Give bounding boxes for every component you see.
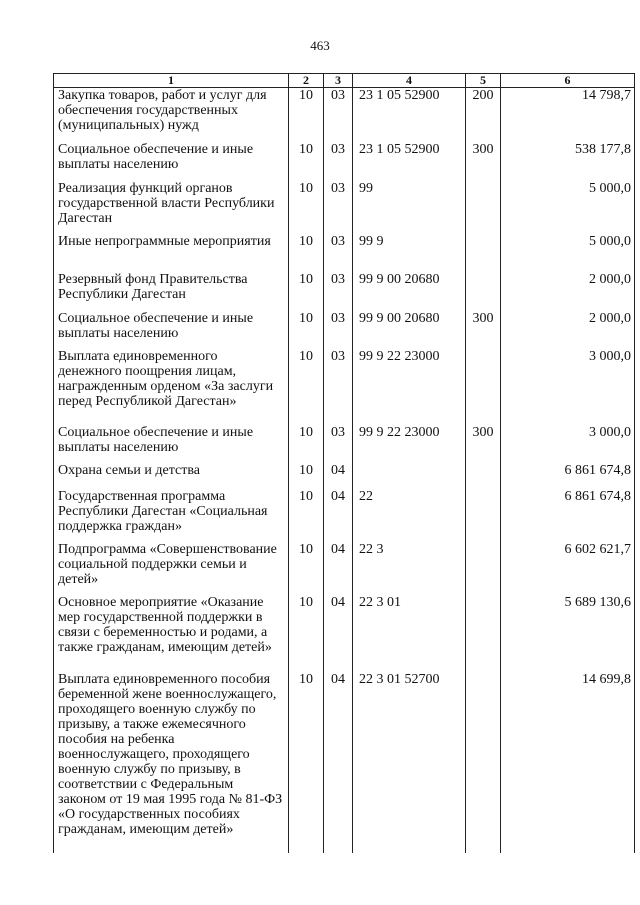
table-row (54, 88, 635, 143)
row-amount: 14 699,8 (501, 672, 635, 853)
row-expense-type (466, 489, 501, 542)
row-name: Резервный фонд Правительства Республики Дагестан (54, 272, 289, 311)
row-subsection: 03 (324, 272, 353, 311)
header-row (54, 74, 635, 88)
row-name: Иные непрограммные мероприятия (54, 234, 289, 272)
row-amount: 6 861 674,8 (501, 463, 635, 489)
row-name: Социальное обеспечение и иные выплаты населению (54, 425, 289, 463)
row-section: 10 (289, 88, 324, 143)
table-row (54, 425, 635, 463)
row-subsection: 03 (324, 88, 353, 143)
row-target-article: 23 1 05 52900 (353, 142, 466, 181)
table-row (54, 463, 635, 489)
table-row (54, 311, 635, 349)
row-target-article: 99 (353, 181, 466, 234)
row-expense-type (466, 349, 501, 425)
row-subsection: 04 (324, 595, 353, 672)
row-name: Социальное обеспечение и иные выплаты населению (54, 142, 289, 181)
row-expense-type: 300 (466, 142, 501, 181)
row-name: Подпрограмма «Совершенствование социальной поддержки семьи и детей» (54, 542, 289, 595)
row-name: Государственная программа Республики Дагестан «Социальная поддержка граждан» (54, 489, 289, 542)
row-section: 10 (289, 672, 324, 853)
row-section: 10 (289, 489, 324, 542)
table-row (54, 542, 635, 595)
row-expense-type (466, 234, 501, 272)
row-target-article: 99 9 (353, 234, 466, 272)
row-expense-type (466, 542, 501, 595)
row-subsection: 04 (324, 463, 353, 489)
row-section: 10 (289, 595, 324, 672)
row-section: 10 (289, 311, 324, 349)
header-col-3: 3 (324, 74, 353, 88)
header-col-5: 5 (466, 74, 501, 88)
row-section: 10 (289, 234, 324, 272)
row-amount: 3 000,0 (501, 425, 635, 463)
row-amount: 14 798,7 (501, 88, 635, 143)
budget-table (53, 73, 635, 853)
row-expense-type: 300 (466, 311, 501, 349)
row-subsection: 04 (324, 542, 353, 595)
row-name: Основное мероприятие «Оказание мер государственной поддержки в связи с беременностью и родами, а также гражданам, имеющим детей» (54, 595, 289, 672)
row-subsection: 04 (324, 672, 353, 853)
row-subsection: 04 (324, 489, 353, 542)
row-target-article: 22 3 (353, 542, 466, 595)
header-col-6: 6 (501, 74, 635, 88)
row-section: 10 (289, 349, 324, 425)
row-amount: 5 000,0 (501, 181, 635, 234)
header-col-2: 2 (289, 74, 324, 88)
row-name: Выплата единовременного пособия беременной жене военнослужащего, проходящего военную службу по призыву, а также ежемесячного пособия на ребенка военнослужащего, проходящего военную службу по призыву, в соответствии с Федеральным законом от 19 мая 1995 года № 81-ФЗ «О государственных пособиях гражданам, имеющим детей» (54, 672, 289, 853)
row-amount: 5 000,0 (501, 234, 635, 272)
row-amount: 538 177,8 (501, 142, 635, 181)
row-expense-type (466, 672, 501, 853)
row-amount: 2 000,0 (501, 272, 635, 311)
row-subsection: 03 (324, 349, 353, 425)
row-amount: 6 602 621,7 (501, 542, 635, 595)
row-amount: 3 000,0 (501, 349, 635, 425)
row-section: 10 (289, 542, 324, 595)
row-amount: 2 000,0 (501, 311, 635, 349)
row-name: Реализация функций органов государственной власти Республики Дагестан (54, 181, 289, 234)
row-target-article: 99 9 22 23000 (353, 349, 466, 425)
row-name: Охрана семьи и детства (54, 463, 289, 489)
header-col-4: 4 (353, 74, 466, 88)
row-target-article: 23 1 05 52900 (353, 88, 466, 143)
table-row (54, 142, 635, 181)
row-subsection: 03 (324, 181, 353, 234)
row-expense-type (466, 272, 501, 311)
table-row (54, 672, 635, 853)
row-section: 10 (289, 463, 324, 489)
row-subsection: 03 (324, 311, 353, 349)
row-target-article (353, 463, 466, 489)
row-name: Закупка товаров, работ и услуг для обеспечения государственных (муниципальных) нужд (54, 88, 289, 143)
row-expense-type: 300 (466, 425, 501, 463)
row-target-article: 22 (353, 489, 466, 542)
row-amount: 6 861 674,8 (501, 489, 635, 542)
row-section: 10 (289, 181, 324, 234)
table-body (54, 88, 635, 854)
row-target-article: 99 9 00 20680 (353, 311, 466, 349)
row-target-article: 22 3 01 (353, 595, 466, 672)
row-section: 10 (289, 272, 324, 311)
row-name: Социальное обеспечение и иные выплаты населению (54, 311, 289, 349)
row-amount: 5 689 130,6 (501, 595, 635, 672)
table-row (54, 595, 635, 672)
row-target-article: 99 9 22 23000 (353, 425, 466, 463)
row-section: 10 (289, 142, 324, 181)
row-target-article: 22 3 01 52700 (353, 672, 466, 853)
row-subsection: 03 (324, 425, 353, 463)
table-row (54, 349, 635, 425)
row-target-article: 99 9 00 20680 (353, 272, 466, 311)
table-row (54, 272, 635, 311)
row-expense-type (466, 181, 501, 234)
row-expense-type: 200 (466, 88, 501, 143)
row-name: Выплата единовременного денежного поощрения лицам, награжденным орденом «За заслуги перед Республикой Дагестан» (54, 349, 289, 425)
row-subsection: 03 (324, 234, 353, 272)
row-section: 10 (289, 425, 324, 463)
row-expense-type (466, 463, 501, 489)
row-subsection: 03 (324, 142, 353, 181)
table-row (54, 181, 635, 234)
row-expense-type (466, 595, 501, 672)
page-number: 463 (310, 38, 330, 53)
table-row (54, 234, 635, 272)
header-col-1: 1 (54, 74, 289, 88)
table-row (54, 489, 635, 542)
